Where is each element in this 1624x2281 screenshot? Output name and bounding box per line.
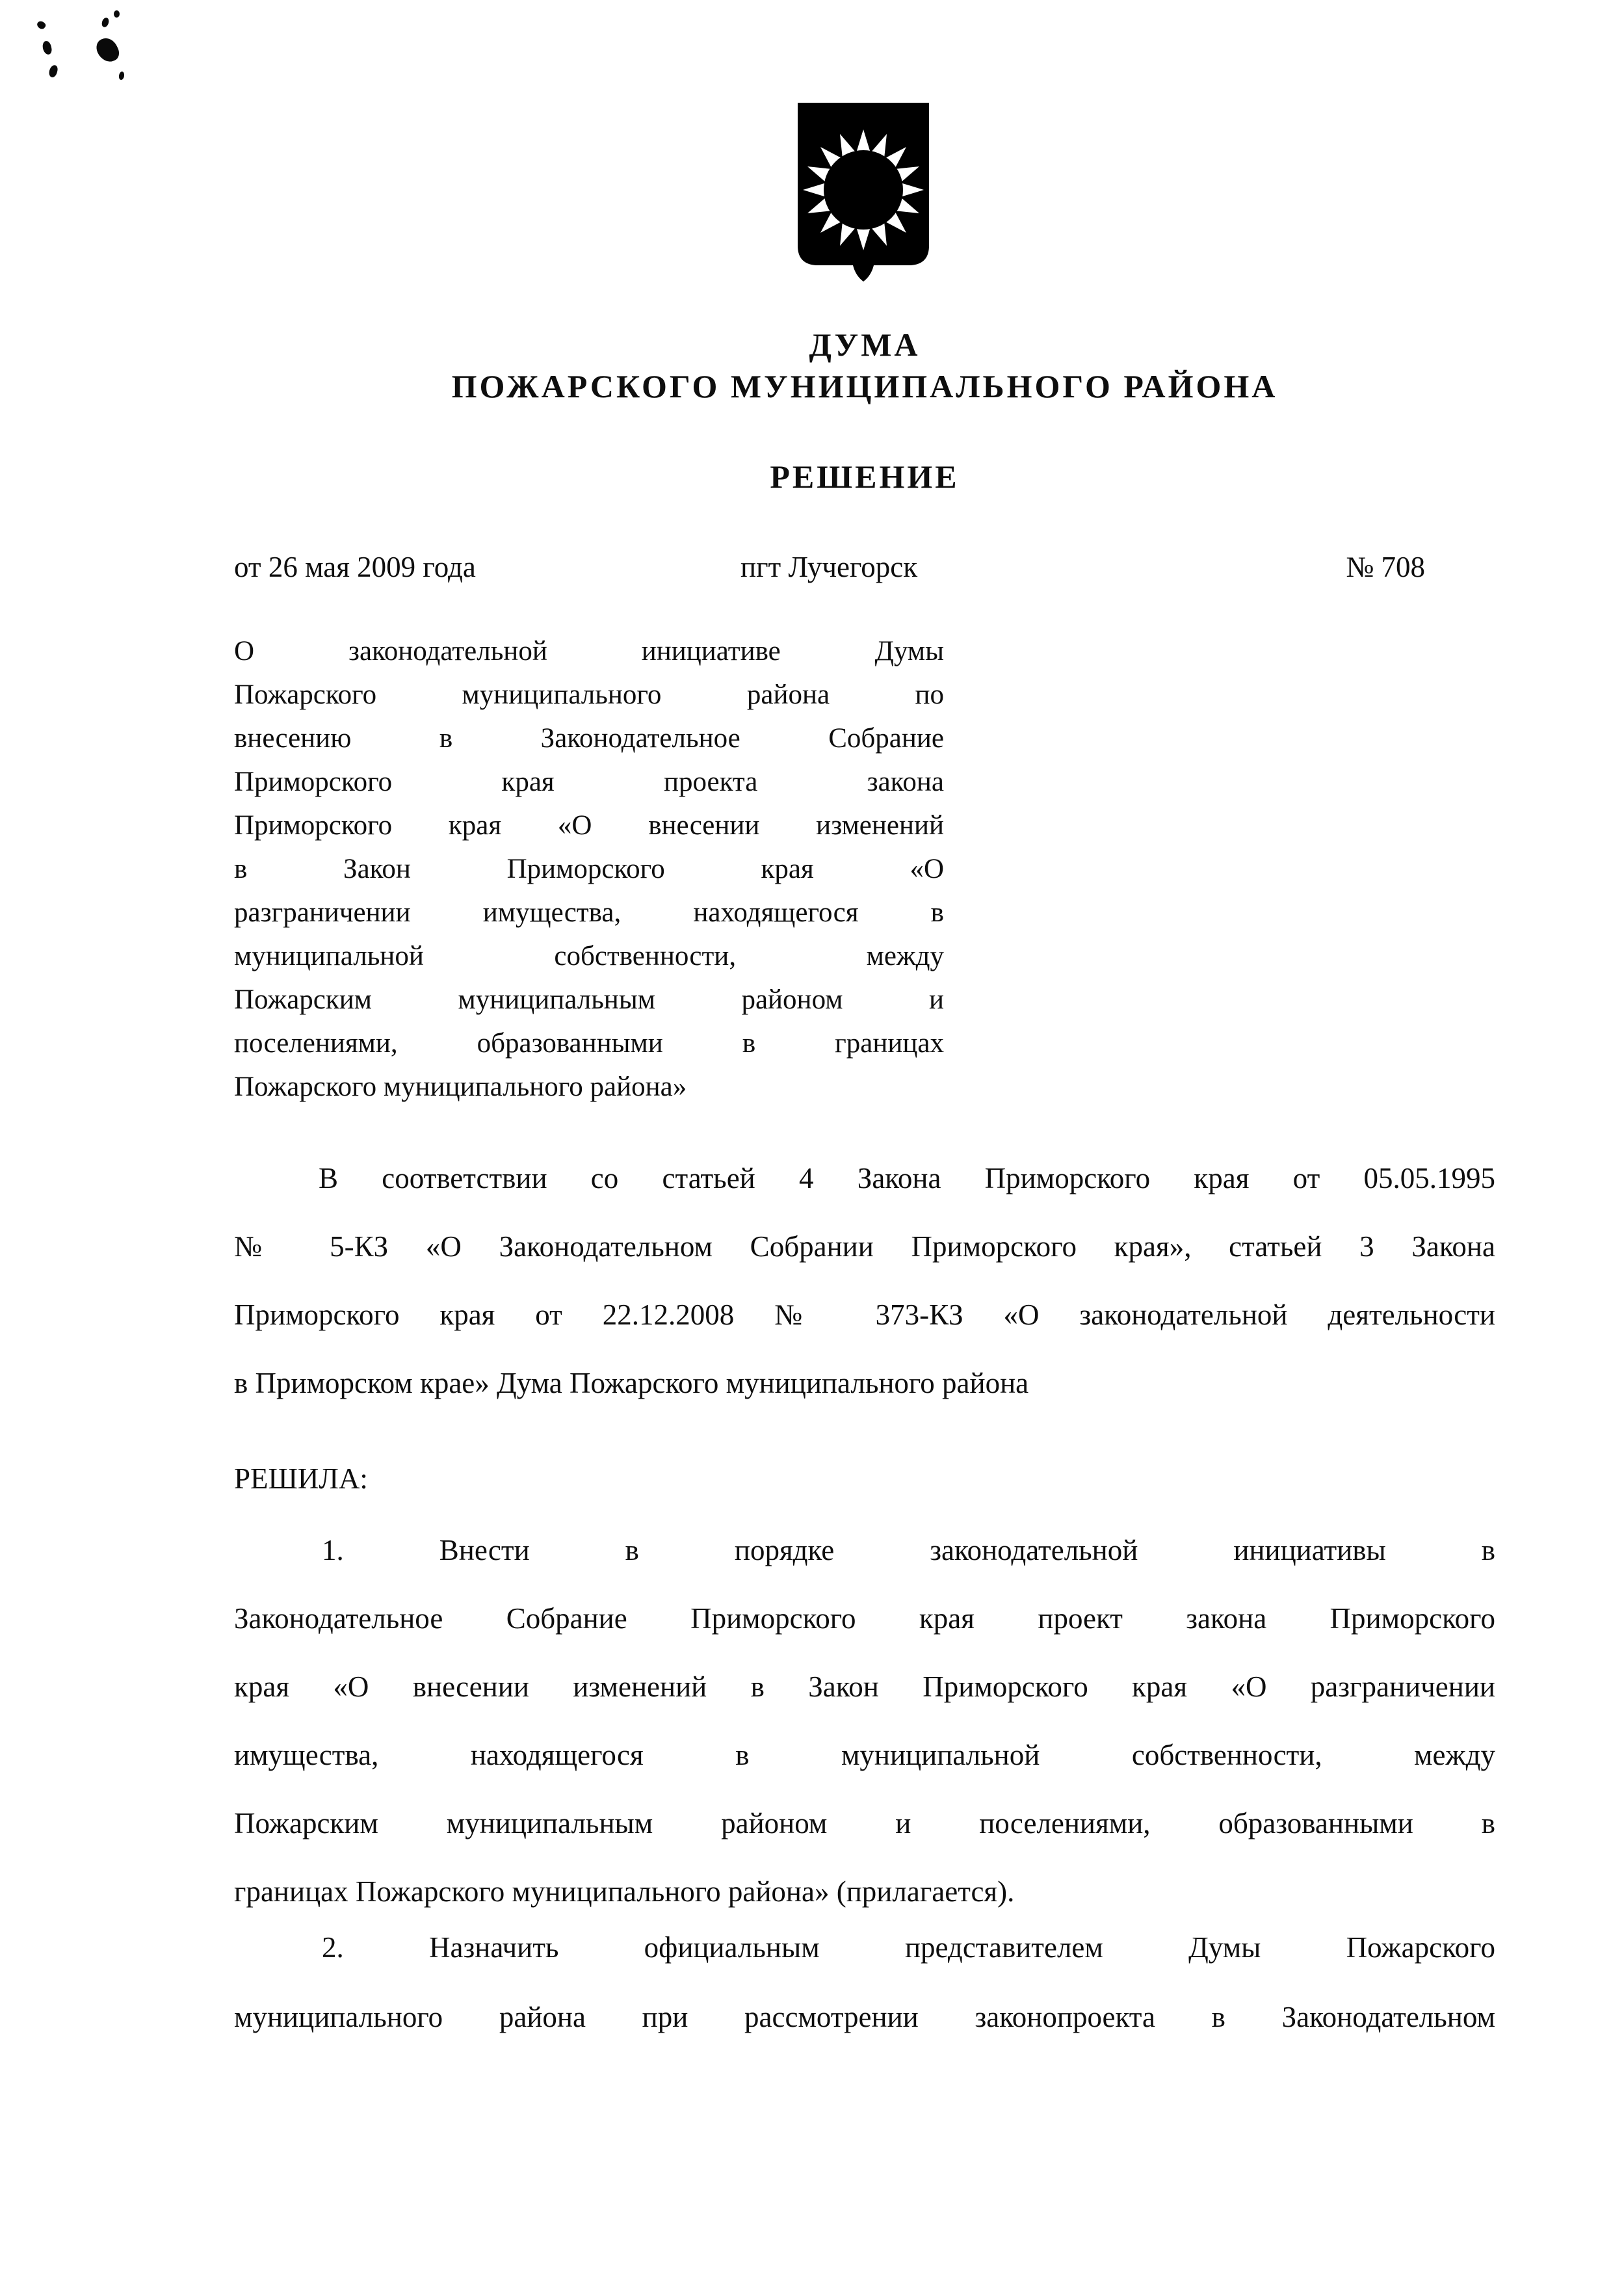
item-line: Законодательное Собрание Приморского края проект закона Приморского (234, 1602, 1495, 1635)
sun-disc (824, 150, 903, 230)
issuing-authority (215, 324, 1515, 407)
scan-speck (48, 64, 59, 78)
scan-speck (93, 34, 122, 66)
subject-line: муниципальной собственности, между (234, 941, 944, 971)
document-place: пгт Лучегорск (740, 551, 918, 583)
resolved-label: РЕШИЛА: (234, 1462, 368, 1495)
item-line: 2. Назначить официальным представителем Думы Пожарского (322, 1931, 1495, 1964)
subject-line: О законодательной инициативе Думы (234, 636, 944, 666)
subject-line: внесению в Законодательное Собрание (234, 723, 944, 754)
item-line: 1. Внести в порядке законодательной инициативы в (322, 1534, 1495, 1566)
subject-line: Пожарского муниципального района по (234, 679, 944, 710)
resolution-item-2 (234, 1913, 1495, 2052)
subject-line: в Закон Приморского края «О (234, 854, 944, 884)
subject-line: Пожарским муниципальным районом и (234, 984, 944, 1015)
document-type: РЕШЕНИЕ (770, 458, 960, 495)
scan-speck (118, 71, 125, 80)
scan-speck (42, 40, 53, 55)
scan-speck (101, 17, 111, 29)
scan-speck (114, 10, 120, 18)
document-date: от 26 мая 2009 года (234, 551, 476, 583)
resolution-item-1 (234, 1516, 1495, 1926)
subject-line: разграничении имущества, находящегося в (234, 897, 944, 928)
preamble-paragraph (234, 1144, 1495, 1417)
item-line: края «О внесении изменений в Закон Приморского края «О разграничении (234, 1670, 1495, 1703)
subject-line: Приморского края проекта закона (234, 767, 944, 797)
sun-shield-icon (791, 99, 936, 282)
preamble-line: в Приморском крае» Дума Пожарского муниципального района (234, 1367, 1029, 1399)
scan-speck (36, 20, 47, 31)
preamble-line: Приморского края от 22.12.2008 № 373-КЗ «О законодательной деятельности (234, 1299, 1495, 1331)
item-line: имущества, находящегося в муниципальной собственности, между (234, 1739, 1495, 1771)
document-number: № 708 (1346, 551, 1425, 583)
preamble-line: № 5-КЗ «О Законодательном Собрании Приморского края», статьей 3 Закона (234, 1230, 1495, 1263)
item-line: границах Пожарского муниципального района» (прилагается). (234, 1875, 1015, 1908)
subject-line: Приморского края «О внесении изменений (234, 810, 944, 841)
authority-name-line1: ДУМА (809, 326, 921, 363)
preamble-line: В соответствии со статьей 4 Закона Приморского края от 05.05.1995 (319, 1162, 1495, 1194)
subject-line: Пожарского муниципального района» (234, 1072, 687, 1102)
date-row (234, 550, 1495, 589)
authority-name-line2: ПОЖАРСКОГО МУНИЦИПАЛЬНОГО РАЙОНА (451, 368, 1278, 404)
document-subject (234, 629, 944, 1109)
district-emblem (791, 99, 936, 282)
item-line: Пожарским муниципальным районом и поселениями, образованными в (234, 1807, 1495, 1839)
subject-line: поселениями, образованными в границах (234, 1028, 944, 1059)
item-line: муниципального района при рассмотрении законопроекта в Законодательном (234, 2001, 1495, 2033)
